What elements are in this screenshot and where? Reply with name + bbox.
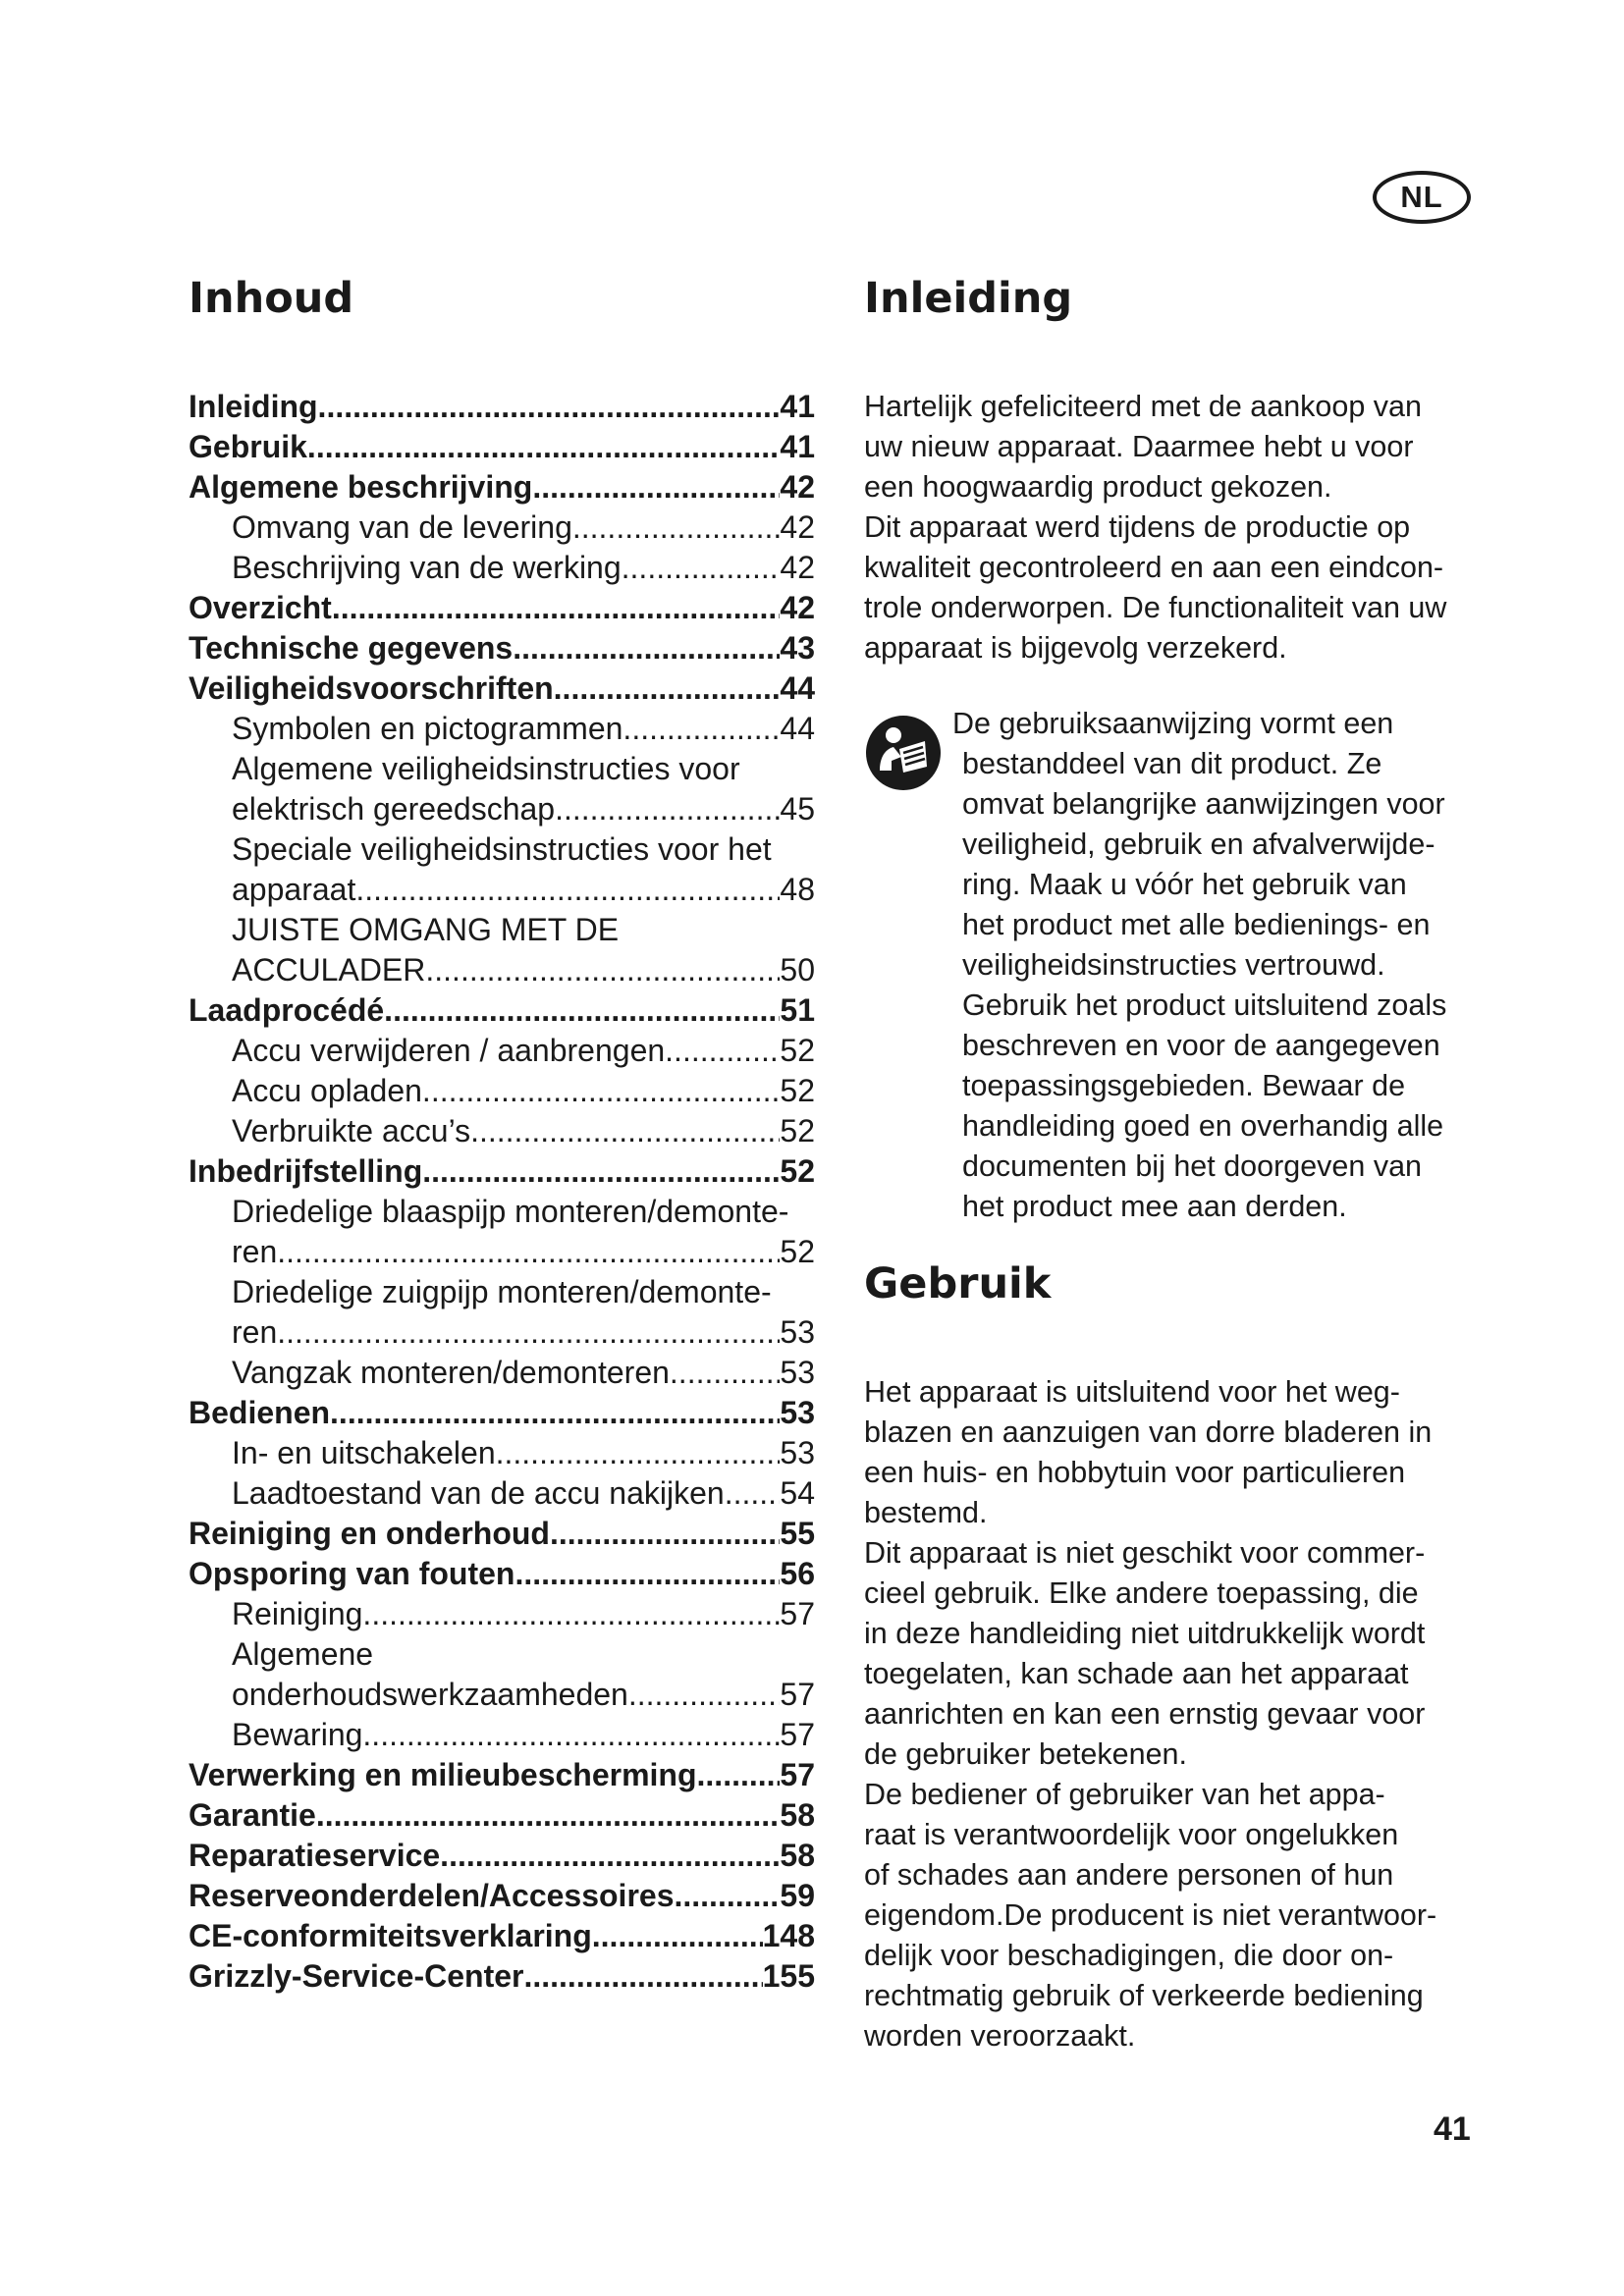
toc-entry [189,1232,815,1272]
text-line: de gebruiker betekenen. [864,1737,1187,1771]
toc-entry [189,1554,815,1594]
toc-entry-label: Driedelige zuigpijp monteren/demonte- [232,1274,772,1309]
usage-paragraph [864,1372,1492,2056]
toc-entry-label: onderhoudswerkzaamheden [232,1677,628,1712]
toc-leader-dots [523,1956,762,1997]
manual-notice [864,704,1492,1227]
toc-entry [189,1473,815,1514]
text-line: bestanddeel van dit product. Ze [962,747,1382,780]
toc-entry [189,1272,815,1312]
language-badge: NL [1373,171,1471,224]
toc-leader-dots [725,1473,781,1514]
text-line: uw nieuw apparaat. Daarmee hebt u voor [864,430,1414,463]
toc-entry-page: 58 [780,1797,815,1833]
toc-entry [189,1594,815,1634]
toc-entry [189,1353,815,1393]
toc-entry [189,910,815,950]
toc-entry-label: Reiniging [232,1596,363,1631]
toc-entry-label: Gebruik [189,429,307,464]
toc-leader-dots [384,990,780,1031]
toc-entry [189,1111,815,1151]
toc-entry-page: 41 [780,389,815,424]
toc-leader-dots [332,588,781,628]
text-line: een huis- en hobbytuin voor particulieren [864,1456,1406,1489]
toc-leader-dots [422,1151,780,1192]
toc-entry-label: Vangzak monteren/demonteren [232,1355,670,1390]
toc-entry-label: elektrisch gereedschap [232,791,556,827]
toc-entry-page: 53 [780,1355,815,1390]
toc-entry [189,709,815,749]
toc-leader-dots [532,467,780,507]
text-line: beschreven en voor de aangegeven [962,1029,1440,1062]
toc-entry-label: Speciale veiligheidsinstructies voor het [232,831,772,867]
toc-entry [189,467,815,507]
text-line: veiligheid, gebruik en afvalverwijde- [962,828,1435,861]
toc-leader-dots [513,628,780,668]
toc-entry [189,588,815,628]
toc-leader-dots [318,387,781,427]
text-line: in deze handleiding niet uitdrukkelijk wordt [864,1617,1426,1650]
intro-paragraph [864,387,1492,668]
toc-leader-dots [572,507,781,548]
toc-entry [189,1031,815,1071]
toc-entry-label: Algemene beschrijving [189,469,533,505]
text-line: toepassingsgebieden. Bewaar de [962,1069,1406,1102]
text-line: veiligheidsinstructies vertrouwd. [962,948,1385,982]
toc-leader-dots [470,1111,780,1151]
toc-entry [189,427,815,467]
toc-entry-page: 51 [780,992,815,1028]
toc-entry-page: 42 [780,509,815,545]
toc-entry-page: 148 [762,1918,815,1953]
toc-leader-dots [330,1393,780,1433]
toc-entry-label: Laadtoestand van de accu nakijken [232,1475,725,1511]
toc-entry-label: Accu verwijderen / aanbrengen [232,1033,666,1068]
toc-entry [189,1393,815,1433]
toc-title: Inhoud [189,274,354,323]
toc-entry-page: 58 [780,1838,815,1873]
toc-entry-page: 53 [780,1314,815,1350]
toc-entry-label: ren [232,1314,278,1350]
toc-entry-label: Veiligheidsvoorschriften [189,670,554,706]
toc-leader-dots [425,950,780,990]
toc-entry-page: 53 [780,1395,815,1430]
text-line: Dit apparaat is niet geschikt voor commer- [864,1536,1426,1570]
toc-entry-page: 55 [780,1516,815,1551]
toc-leader-dots [622,548,781,588]
toc-entry-page: 53 [780,1435,815,1470]
toc-leader-dots [670,1353,781,1393]
toc-entry-label: Algemene [232,1636,374,1672]
toc-leader-dots [307,427,780,467]
text-line: blazen en aanzuigen van dorre bladeren in [864,1415,1433,1449]
toc-entry-page: 155 [762,1958,815,1994]
toc-entry-page: 44 [780,670,815,706]
text-line: kwaliteit gecontroleerd en aan een eindcon- [864,551,1444,584]
text-line: apparaat is bijgevolg verzekerd. [864,631,1287,665]
text-line: het product met alle bedienings- en [962,908,1431,941]
toc-entry-label: Verbruikte accu’s [232,1113,471,1148]
text-line: of schades aan andere personen of hun [864,1858,1394,1892]
toc-entry [189,1071,815,1111]
toc-entry-label: Accu opladen [232,1073,422,1108]
text-line: De gebruiksaanwijzing vormt een [952,707,1394,740]
toc-entry [189,749,815,789]
toc-entry-label: apparaat [232,872,356,907]
toc-entry-label: Algemene veiligheidsinstructies voor [232,751,740,786]
toc-entry-label: Bedienen [189,1395,331,1430]
toc-entry-label: Garantie [189,1797,316,1833]
toc-entry-label: Inleiding [189,389,318,424]
text-line: ring. Maak u vóór het gebruik van [962,868,1407,901]
toc-entry [189,1876,815,1916]
text-line: bestemd. [864,1496,988,1529]
text-line: worden veroorzaakt. [864,2019,1136,2053]
toc-entry-label: ren [232,1234,278,1269]
text-line: cieel gebruik. Elke andere toepassing, die [864,1576,1419,1610]
intro-title: Inleiding [864,274,1073,323]
toc-entry-page: 52 [780,1234,815,1269]
toc-leader-dots [277,1232,780,1272]
toc-entry-label: Technische gegevens [189,630,514,666]
toc-entry [189,1956,815,1997]
toc-entry-page: 57 [780,1717,815,1752]
usage-title: Gebruik [864,1259,1052,1308]
toc-entry-page: 57 [780,1596,815,1631]
text-line: handleiding goed en overhandig alle [962,1109,1444,1143]
toc-entry-label: Omvang van de levering [232,509,572,545]
toc-leader-dots [496,1433,781,1473]
toc-entry-page: 57 [780,1677,815,1712]
text-line: rechtmatig gebruik of verkeerde bediening [864,1979,1424,2012]
toc-leader-dots [628,1675,781,1715]
toc-leader-dots [550,1514,780,1554]
toc-entry-page: 52 [780,1113,815,1148]
toc-entry-label: Verwerking en milieubescherming [189,1757,697,1792]
toc-leader-dots [697,1755,781,1795]
toc-entry-label: Bewaring [232,1717,363,1752]
toc-entry [189,1755,815,1795]
toc-entry [189,1795,815,1836]
table-of-contents [189,387,815,1997]
toc-entry-label: Reparatieservice [189,1838,441,1873]
toc-leader-dots [277,1312,780,1353]
toc-entry-label: Grizzly-Service-Center [189,1958,524,1994]
toc-entry [189,507,815,548]
page-number: 41 [1434,2110,1471,2148]
toc-entry [189,1836,815,1876]
text-line: omvat belangrijke aanwijzingen voor [962,787,1445,821]
toc-entry [189,1675,815,1715]
toc-entry-page: 52 [780,1073,815,1108]
toc-entry-page: 44 [780,711,815,746]
toc-leader-dots [514,1554,780,1594]
toc-entry-page: 57 [780,1757,815,1792]
toc-entry-label: Reserveonderdelen/Accessoires [189,1878,675,1913]
toc-entry [189,1312,815,1353]
toc-entry-page: 52 [780,1153,815,1189]
toc-entry-page: 50 [780,952,815,988]
toc-leader-dots [355,870,780,910]
text-line: De bediener of gebruiker van het appa- [864,1778,1385,1811]
toc-leader-dots [440,1836,780,1876]
toc-entry-label: JUISTE OMGANG MET DE [232,912,620,947]
toc-leader-dots [362,1594,780,1634]
toc-entry-label: Opsporing van fouten [189,1556,515,1591]
toc-entry [189,628,815,668]
toc-leader-dots [623,709,780,749]
toc-entry-label: Overzicht [189,590,332,625]
text-line: raat is verantwoordelijk voor ongelukken [864,1818,1399,1851]
toc-entry-page: 52 [780,1033,815,1068]
toc-entry-page: 59 [780,1878,815,1913]
toc-entry [189,1634,815,1675]
toc-entry [189,1151,815,1192]
toc-entry-page: 42 [780,550,815,585]
toc-entry [189,1514,815,1554]
text-line: een hoogwaardig product gekozen. [864,470,1332,504]
content-column [864,271,1492,2056]
toc-entry [189,829,815,870]
toc-entry-page: 54 [780,1475,815,1511]
toc-leader-dots [554,668,781,709]
read-manual-icon [864,714,943,792]
toc-entry-label: Symbolen en pictogrammen [232,711,623,746]
toc-entry [189,1715,815,1755]
toc-leader-dots [674,1876,780,1916]
toc-entry [189,870,815,910]
text-line: eigendom.De producent is niet verantwoor- [864,1898,1437,1932]
toc-entry-page: 42 [780,590,815,625]
toc-entry-page: 43 [780,630,815,666]
text-line: het product mee aan derden. [962,1190,1347,1223]
toc-column [189,271,815,1997]
toc-entry [189,1916,815,1956]
toc-entry-label: CE-conformiteitsverklaring [189,1918,592,1953]
toc-leader-dots [362,1715,780,1755]
text-line: Dit apparaat werd tijdens de productie op [864,510,1411,544]
toc-entry [189,1192,815,1232]
text-line: delijk voor beschadigingen, die door on- [864,1939,1394,1972]
toc-entry-label: In- en uitschakelen [232,1435,496,1470]
toc-entry-page: 56 [780,1556,815,1591]
toc-entry-label: Laadprocédé [189,992,385,1028]
toc-entry-label: ACCULADER [232,952,426,988]
toc-leader-dots [555,789,780,829]
toc-leader-dots [665,1031,780,1071]
toc-entry [189,1433,815,1473]
toc-entry [189,990,815,1031]
text-line: Hartelijk gefeliciteerd met de aankoop van [864,390,1422,423]
text-line: Het apparaat is uitsluitend voor het weg- [864,1375,1400,1409]
toc-entry-page: 48 [780,872,815,907]
toc-leader-dots [316,1795,781,1836]
toc-entry [189,548,815,588]
toc-leader-dots [592,1916,763,1956]
text-line: toegelaten, kan schade aan het apparaat [864,1657,1409,1690]
toc-entry-label: Reiniging en onderhoud [189,1516,550,1551]
toc-entry-label: Inbedrijfstelling [189,1153,423,1189]
toc-leader-dots [422,1071,780,1111]
text-line: aanrichten en kan een ernstig gevaar voor [864,1697,1426,1731]
text-line: documenten bij het doorgeven van [962,1149,1422,1183]
toc-entry-label: Driedelige blaaspijp monteren/demonte- [232,1194,789,1229]
toc-entry [189,387,815,427]
notice-text [864,704,1492,1227]
text-line: Gebruik het product uitsluitend zoals [962,988,1447,1022]
text-line: trole onderworpen. De functionaliteit van uw [864,591,1447,624]
toc-entry [189,668,815,709]
toc-entry [189,950,815,990]
toc-entry-page: 45 [780,791,815,827]
toc-entry-page: 41 [780,429,815,464]
toc-entry [189,789,815,829]
toc-entry-label: Beschrijving van de werking [232,550,622,585]
toc-entry-page: 42 [780,469,815,505]
